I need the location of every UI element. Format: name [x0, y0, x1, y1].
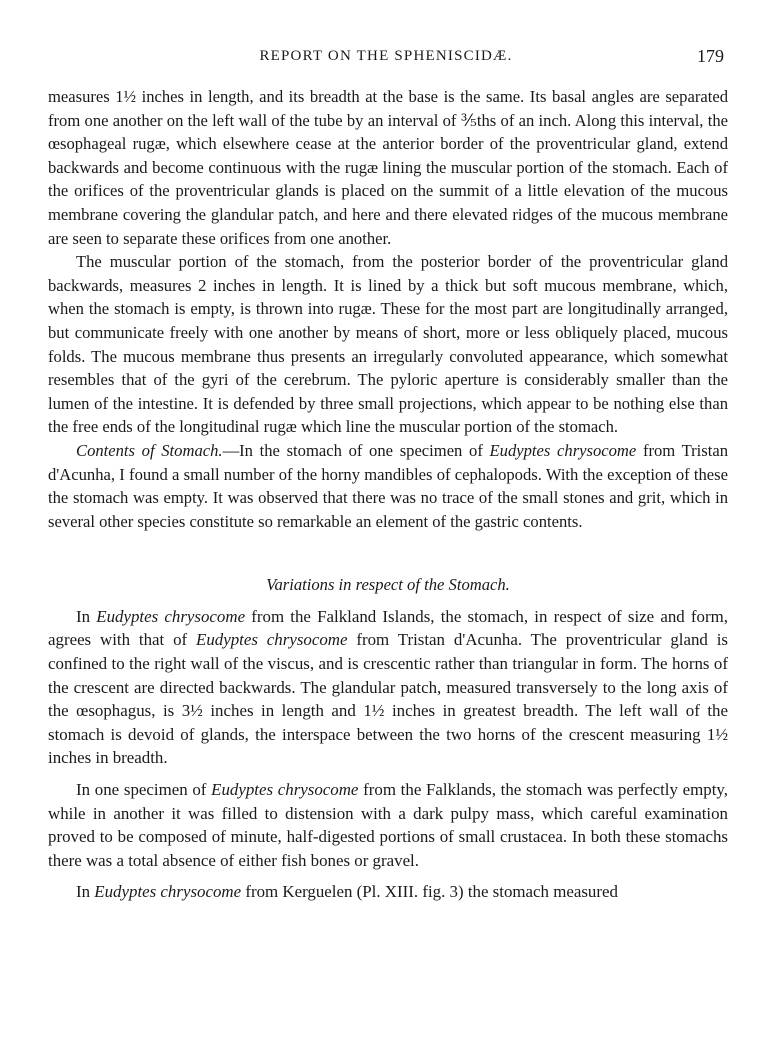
species-name: Eudyptes chrysocome	[196, 630, 348, 650]
text-run: from Kerguelen (Pl. XIII. fig. 3) the stomach measured	[241, 882, 618, 902]
text-run: from Tristan d'Acunha, I found a small number of the horny mandibles of cephalopods. With the exception of these the stomach was empty. It was observed that there was no trace of the small stones and grit, which in several other species constitute so remarkable an element of the gastric contents.	[48, 440, 728, 531]
paragraph	[48, 439, 728, 533]
paragraph	[48, 605, 728, 770]
text-run: In	[76, 882, 95, 902]
text-run: from Tristan d'Acunha. The proventricular gland is confined to the right wall of the viscus, and is crescentic rather than triangular in form. The horns of the crescent are directed backwards. The glandular patch, measured transversely to the long axis of the œsophagus, is 3½ inches in length and 1½ inches in greatest breadth. The left wall of the stomach is devoid of glands, the interspace between the two horns of the crescent measuring 1½ inches in breadth.	[48, 630, 728, 768]
text-run: —In the stomach of one specimen of	[222, 440, 490, 460]
species-name: Eudyptes chrysocome	[94, 882, 242, 902]
text-run: from the Falkland Islands, the stomach, in respect of size and form, agrees with that of	[48, 606, 728, 650]
text-run: from the Falklands, the stomach was perfectly empty, while in another it was filled to distension with a dark pulpy mass, which careful examination proved to be composed of minute, half-digested portions of small crustacea. In both these stomachs there was a total absence of either fish bones or gravel.	[48, 780, 728, 870]
page-number: 179	[697, 46, 724, 66]
running-head	[48, 46, 724, 70]
section-heading: Variations in respect of the Stomach.	[266, 575, 510, 595]
species-name: Eudyptes chrysocome	[96, 606, 246, 626]
paragraph	[48, 880, 728, 904]
section-body	[48, 605, 728, 904]
paragraph: measures 1½ inches in length, and its breadth at the base is the same. Its basal angles are separated from one another on the left wall of the tube by an interval of ⅗ths of an inch. Along this interval, the œsophageal rugæ, which elsewhere cease at the anterior border of the proventricular gland, extend backwards and become continuous with the rugæ lining the muscular portion of the stomach. Each of the orifices of the proventricular glands is placed on the summit of a little elevation of the mucous membrane covering the glandular patch, and here and there elevated ridges of the mucous membrane are seen to separate these orifices from one another.	[48, 87, 728, 248]
body-text	[48, 85, 728, 904]
run-in-heading: Contents of Stomach.	[76, 440, 223, 460]
running-head-title: REPORT ON THE SPHENISCIDÆ.	[259, 48, 513, 64]
paragraph	[48, 778, 728, 872]
text-run: In	[76, 606, 97, 626]
text-run: In one specimen of	[76, 780, 212, 800]
species-name: Eudyptes chrysocome	[489, 440, 637, 460]
species-name: Eudyptes chrysocome	[211, 780, 359, 800]
paragraph: The muscular portion of the stomach, from the posterior border of the proventricular gland backwards, measures 2 inches in length. It is lined by a thick but soft mucous membrane, which, when the stomach is empty, is thrown into rugæ. These for the most part are longitudinally arranged, but communicate freely with one another by means of short, more or less obliquely placed, mucous folds. The mucous membrane thus presents an irregularly convoluted appearance, which somewhat resembles that of the gyri of the cerebrum. The pyloric aperture is considerably smaller than the lumen of the intestine. It is defended by three small projections, which appear to be nothing else than the free ends of the longitudinal rugæ which line the muscular portion of the stomach.	[48, 252, 728, 437]
